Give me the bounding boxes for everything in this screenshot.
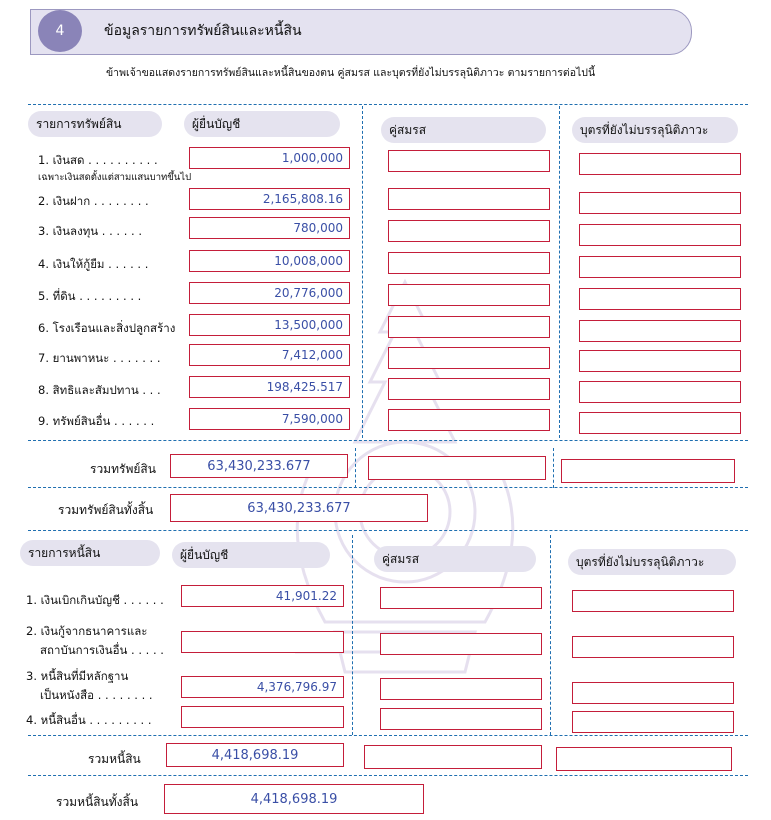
liability-filer-value[interactable]: 4,376,796.97 [181, 676, 344, 698]
assets-spouse-column-pill: คู่สมรส [381, 117, 546, 143]
asset-spouse-value[interactable] [388, 347, 550, 369]
assets-divider-2 [559, 106, 560, 438]
liabilities-top-rule [28, 530, 748, 531]
asset-filer-value[interactable]: 1,000,000 [189, 147, 350, 169]
asset-spouse-value[interactable] [388, 188, 550, 210]
liabilities-divider-1 [352, 535, 353, 735]
liabilities-subtotal-children[interactable] [556, 747, 732, 771]
asset-row-label: 3. เงินลงทุน . . . . . . [38, 224, 143, 238]
liabilities-subtotal-spouse[interactable] [364, 745, 542, 769]
liabilities-subtotal-filer[interactable]: 4,418,698.19 [166, 743, 344, 767]
liability-row-label-line-2: เป็นหนังสือ . . . . . . . . [40, 688, 153, 702]
liability-row-label: 4. หนี้สินอื่น . . . . . . . . . [26, 713, 152, 727]
asset-children-value[interactable] [579, 256, 741, 278]
assets-subtotal-spouse[interactable] [368, 456, 546, 480]
assets-filer-column-pill: ผู้ยื่นบัญชี [184, 111, 340, 137]
asset-children-value[interactable] [579, 224, 741, 246]
assets-subtotal-children[interactable] [561, 459, 735, 483]
assets-top-rule [28, 104, 748, 105]
section-title: ข้อมูลรายการทรัพย์สินและหนี้สิน [104, 23, 302, 39]
asset-row-label: 1. เงินสด . . . . . . . . . . [38, 153, 158, 167]
liability-children-value[interactable] [572, 711, 734, 733]
liability-filer-value[interactable] [181, 631, 344, 653]
asset-filer-value[interactable]: 13,500,000 [189, 314, 350, 336]
asset-row-label: 6. โรงเรือนและสิ่งปลูกสร้าง [38, 321, 176, 335]
assets-subtotal-divider-1 [355, 448, 356, 488]
assets-total-label: รวมทรัพย์สินทั้งสิ้น [58, 503, 154, 517]
asset-filer-value[interactable]: 7,590,000 [189, 408, 350, 430]
assets-total-rule [28, 487, 748, 488]
asset-children-value[interactable] [579, 192, 741, 214]
liabilities-filer-column-pill: ผู้ยื่นบัญชี [172, 542, 330, 568]
asset-children-value[interactable] [579, 412, 741, 434]
asset-spouse-value[interactable] [388, 150, 550, 172]
asset-row-label: 4. เงินให้กู้ยืม . . . . . . [38, 257, 149, 271]
asset-children-value[interactable] [579, 153, 741, 175]
asset-children-value[interactable] [579, 350, 741, 372]
asset-row-label: 2. เงินฝาก . . . . . . . . [38, 194, 149, 208]
liability-filer-value[interactable] [181, 706, 344, 728]
liability-children-value[interactable] [572, 682, 734, 704]
liability-spouse-value[interactable] [380, 678, 542, 700]
asset-filer-value[interactable]: 780,000 [189, 217, 350, 239]
liabilities-subtotal-label: รวมหนี้สิน [88, 752, 141, 766]
cash-note: เฉพาะเงินสดตั้งแต่สามแสนบาทขึ้นไป [38, 172, 192, 183]
liability-row-label: 1. เงินเบิกเกินบัญชี . . . . . . [26, 593, 164, 607]
assets-children-column-pill: บุตรที่ยังไม่บรรลุนิติภาวะ [572, 117, 738, 143]
liabilities-section-pill: รายการหนี้สิน [20, 540, 160, 566]
asset-row-label: 9. ทรัพย์สินอื่น . . . . . . [38, 414, 155, 428]
liabilities-subtotal-rule [28, 735, 748, 736]
liabilities-spouse-column-pill: คู่สมรส [374, 546, 536, 572]
asset-spouse-value[interactable] [388, 284, 550, 306]
asset-filer-value[interactable]: 10,008,000 [189, 250, 350, 272]
liability-spouse-value[interactable] [380, 633, 542, 655]
asset-spouse-value[interactable] [388, 378, 550, 400]
assets-subtotal-divider-2 [553, 448, 554, 488]
asset-children-value[interactable] [579, 320, 741, 342]
assets-section-pill: รายการทรัพย์สิน [28, 111, 162, 137]
liability-row-label: 3. หนี้สินที่มีหลักฐาน [26, 669, 129, 683]
asset-row-label: 5. ที่ดิน . . . . . . . . . [38, 289, 142, 303]
asset-row-label: 8. สิทธิและสัมปทาน . . . [38, 383, 161, 397]
asset-children-value[interactable] [579, 381, 741, 403]
liability-spouse-value[interactable] [380, 708, 542, 730]
liability-children-value[interactable] [572, 590, 734, 612]
asset-filer-value[interactable]: 2,165,808.16 [189, 188, 350, 210]
asset-spouse-value[interactable] [388, 409, 550, 431]
assets-divider-1 [362, 106, 363, 438]
liabilities-divider-2 [550, 535, 551, 735]
liabilities-children-column-pill: บุตรที่ยังไม่บรรลุนิติภาวะ [568, 549, 736, 575]
liability-filer-value[interactable]: 41,901.22 [181, 585, 344, 607]
liability-row-label-line-2: สถาบันการเงินอื่น . . . . . [40, 643, 164, 657]
asset-spouse-value[interactable] [388, 316, 550, 338]
asset-spouse-value[interactable] [388, 220, 550, 242]
assets-total-value[interactable]: 63,430,233.677 [170, 494, 428, 522]
liabilities-total-value[interactable]: 4,418,698.19 [164, 784, 424, 814]
intro-text: ข้าพเจ้าขอแสดงรายการทรัพย์สินและหนี้สินของตน คู่สมรส และบุตรที่ยังไม่บรรลุนิติภาวะ ตามรายการต่อไปนี้ [106, 67, 596, 79]
liabilities-total-rule [28, 775, 748, 776]
assets-subtotal-rule [28, 440, 748, 441]
assets-subtotal-label: รวมทรัพย์สิน [90, 462, 156, 476]
liability-spouse-value[interactable] [380, 587, 542, 609]
asset-filer-value[interactable]: 20,776,000 [189, 282, 350, 304]
liabilities-total-label: รวมหนี้สินทั้งสิ้น [56, 795, 139, 809]
liability-row-label: 2. เงินกู้จากธนาคารและ [26, 624, 148, 638]
asset-row-label: 7. ยานพาหนะ . . . . . . . [38, 351, 161, 365]
asset-filer-value[interactable]: 7,412,000 [189, 344, 350, 366]
asset-filer-value[interactable]: 198,425.517 [189, 376, 350, 398]
asset-children-value[interactable] [579, 288, 741, 310]
section-number-badge: 4 [38, 10, 82, 52]
asset-spouse-value[interactable] [388, 252, 550, 274]
liability-children-value[interactable] [572, 636, 734, 658]
assets-subtotal-filer[interactable]: 63,430,233.677 [170, 454, 348, 478]
